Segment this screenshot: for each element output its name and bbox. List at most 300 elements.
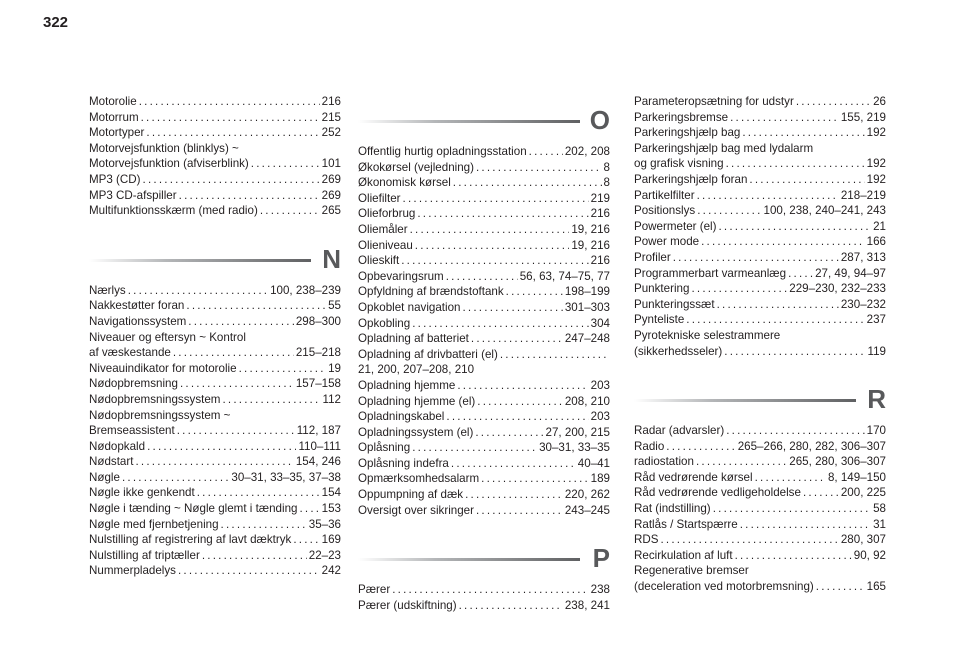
index-entry <box>89 188 341 204</box>
dot-leader <box>471 331 563 347</box>
entry-term: Opladning hjemme <box>358 378 456 392</box>
entry-pages: 192 <box>866 172 886 186</box>
dot-leader <box>740 517 871 533</box>
index-entry <box>634 219 886 235</box>
entry-term: Oplåsning indefra <box>358 456 449 470</box>
index-entry <box>358 160 610 176</box>
dot-leader <box>177 423 295 439</box>
entry-pages: 19, 216 <box>571 238 610 252</box>
dot-leader <box>476 503 563 519</box>
entry-pages: 154 <box>321 486 341 500</box>
index-entry <box>89 203 341 219</box>
index-entry <box>634 203 886 219</box>
entry-term: Råd vedrørende kørsel <box>634 470 753 484</box>
dot-leader <box>186 298 326 314</box>
entry-term: Rat (indstilling) <box>634 502 711 516</box>
dot-leader <box>128 283 268 299</box>
index-entry <box>634 548 886 564</box>
entry-pages: 237 <box>866 313 886 327</box>
dot-leader <box>726 423 864 439</box>
entry-term: (sikkerhedsseler) <box>634 344 723 358</box>
index-entry <box>634 172 886 188</box>
entry-term: Ratlås / Startspærre <box>634 517 738 531</box>
index-entry <box>358 144 610 160</box>
index-entry <box>634 281 886 297</box>
entry-pages: 280, 307 <box>840 533 886 547</box>
dot-leader <box>475 425 543 441</box>
entry-term: Råd vedrørende vedligeholdelse <box>634 486 801 500</box>
dot-leader <box>462 300 562 316</box>
entry-pages: 153 <box>321 502 341 516</box>
index-entry <box>358 253 610 269</box>
entry-term: Oppumpning af dæk <box>358 488 464 502</box>
section-header-r <box>634 373 886 413</box>
dot-leader <box>718 219 871 235</box>
entry-term: Nødopbremsning <box>89 377 178 391</box>
entry-pages: 22–23 <box>308 548 341 562</box>
entry-pages: 27, 200, 215 <box>545 425 610 439</box>
index-entry <box>89 314 341 330</box>
dot-leader <box>726 156 865 172</box>
section-header-n <box>89 233 341 273</box>
entry-term: Powermeter (el) <box>634 219 717 233</box>
index-entry <box>89 517 341 533</box>
dot-leader <box>446 409 588 425</box>
entry-term: Økokørsel (vejledning) <box>358 160 474 174</box>
index-entry <box>89 361 341 377</box>
index-entry <box>634 439 886 455</box>
entry-pages: 166 <box>866 235 886 249</box>
entry-pages: 100, 238–239 <box>270 283 341 297</box>
section-rule <box>358 558 580 561</box>
dot-leader <box>202 548 307 564</box>
index-entry <box>89 156 341 172</box>
dot-leader <box>446 269 518 285</box>
entry-term: Positionslys <box>634 204 696 218</box>
section-header-p <box>358 532 610 572</box>
entry-pages: 265–266, 280, 282, 306–307 <box>737 439 886 453</box>
section-rule <box>89 259 311 262</box>
index-entry <box>89 548 341 564</box>
entry-list-o <box>358 144 610 518</box>
dot-leader <box>457 378 588 394</box>
entry-pages: 21 <box>873 219 886 233</box>
entry-term: Nulstilling af registrering af lavt dæktryk <box>89 533 292 547</box>
index-entry <box>358 598 610 614</box>
dot-leader <box>188 314 294 330</box>
dot-leader <box>666 439 735 455</box>
index-entry <box>634 517 886 533</box>
entry-pages: 238 <box>590 583 610 597</box>
index-entry <box>358 582 610 598</box>
dot-leader <box>459 598 563 614</box>
index-entry <box>89 392 341 408</box>
index-entry <box>358 269 610 285</box>
entry-pages: 58 <box>873 502 886 516</box>
dot-leader <box>796 94 871 110</box>
dot-leader <box>410 222 570 238</box>
index-entry-line: 21, 200, 207–208, 210 <box>358 363 475 377</box>
dot-leader <box>299 501 319 517</box>
index-entry <box>634 423 886 439</box>
entry-term: Niveauindikator for motorolie <box>89 361 237 375</box>
entry-term: Opkobling <box>358 316 411 330</box>
dot-leader <box>451 456 576 472</box>
index-entry <box>634 501 886 517</box>
entry-pages: 165 <box>866 580 886 594</box>
entry-pages: 26 <box>873 95 886 108</box>
dot-leader <box>222 392 320 408</box>
section-rule <box>634 399 856 402</box>
entry-term: af væskestande <box>89 346 171 360</box>
entry-pages: 215–218 <box>295 346 341 360</box>
index-entry <box>89 345 341 361</box>
dot-leader <box>412 316 588 332</box>
entry-term: Nøgle med fjernbetjening <box>89 517 219 531</box>
index-entry <box>358 206 610 222</box>
index-entry <box>358 409 610 425</box>
entry-pages: 157–158 <box>295 377 341 391</box>
index-entry <box>358 394 610 410</box>
index-entry <box>358 378 610 394</box>
entry-term: Nøgle <box>89 470 120 484</box>
entry-pages: 203 <box>590 378 610 392</box>
entry-pages: 155, 219 <box>840 110 886 124</box>
index-entry <box>358 503 610 519</box>
entry-pages: 301–303 <box>564 300 610 314</box>
entry-pages: 8 <box>603 176 610 190</box>
dot-leader <box>417 206 588 222</box>
index-entry <box>634 470 886 486</box>
entry-list-m <box>89 94 341 219</box>
entry-pages: 30–31, 33–35, 37–38 <box>231 470 341 484</box>
section-rule <box>358 120 580 123</box>
index-entry <box>89 125 341 141</box>
index-entry <box>358 300 610 316</box>
section-letter-p: P <box>592 543 610 574</box>
index-entry-line: Regenerative bremser <box>634 564 749 578</box>
entry-term: Bremseassistent <box>89 424 175 438</box>
dot-leader <box>696 454 787 470</box>
entry-pages: 90, 92 <box>853 548 886 562</box>
dot-leader <box>146 125 319 141</box>
dot-leader <box>735 548 852 564</box>
entry-term: Opbevaringsrum <box>358 269 444 283</box>
index-entry <box>634 234 886 250</box>
index-entry <box>358 175 610 191</box>
entry-pages: 216 <box>321 95 341 108</box>
entry-term: MP3 (CD) <box>89 172 141 186</box>
section-letter-r: R <box>867 384 886 415</box>
entry-term: Multifunktionsskærm (med radio) <box>89 204 258 218</box>
entry-term: Opmærksomhedsalarm <box>358 472 480 486</box>
dot-leader <box>686 312 864 328</box>
dot-leader <box>239 361 327 377</box>
entry-term: MP3 CD-afspiller <box>89 188 177 202</box>
index-entry <box>634 250 886 266</box>
entry-pages: 202, 208 <box>564 145 610 158</box>
page-number: 322 <box>43 14 69 31</box>
dot-leader <box>415 238 570 254</box>
dot-leader <box>742 125 864 141</box>
index-entry <box>634 344 886 360</box>
entry-pages: 198–199 <box>564 285 610 299</box>
index-entry <box>634 110 886 126</box>
dot-leader <box>251 156 320 172</box>
index-entry <box>634 156 886 172</box>
dot-leader <box>691 281 787 297</box>
entry-pages: 269 <box>321 188 341 202</box>
dot-leader <box>260 203 320 219</box>
index-entry <box>634 532 886 548</box>
entry-term: Radar (advarsler) <box>634 424 725 438</box>
index-entry <box>634 188 886 204</box>
dot-leader <box>197 485 320 501</box>
entry-pages: 304 <box>590 316 610 330</box>
entry-term: Power mode <box>634 235 700 249</box>
entry-pages: 8, 149–150 <box>827 470 886 484</box>
index-entry <box>89 298 341 314</box>
entry-term: RDS <box>634 533 659 547</box>
section-letter-n: N <box>322 243 341 274</box>
entry-term: og grafisk visning <box>634 157 724 171</box>
entry-pages: 287, 313 <box>840 250 886 264</box>
dot-leader <box>713 501 871 517</box>
entry-term: Programmerbart varmeanlæg <box>634 266 787 280</box>
entry-pages: 8 <box>603 160 610 174</box>
entry-pages: 192 <box>866 157 886 171</box>
entry-pages: 298–300 <box>295 314 341 328</box>
entry-term: Opladningskabel <box>358 410 445 424</box>
index-entry <box>634 266 886 282</box>
dot-leader <box>749 172 864 188</box>
entry-term: Recirkulation af luft <box>634 548 733 562</box>
entry-pages: 189 <box>590 472 610 486</box>
entry-term: Opladning hjemme (el) <box>358 394 476 408</box>
entry-term: Nødopkald <box>89 439 146 453</box>
entry-term: Radio <box>634 439 665 453</box>
index-entry <box>89 172 341 188</box>
dot-leader <box>697 188 839 204</box>
dot-leader <box>221 517 307 533</box>
index-entry <box>89 532 341 548</box>
index-entry <box>358 347 610 363</box>
index-entry <box>89 110 341 126</box>
index-entry <box>634 579 886 595</box>
dot-leader <box>500 347 608 363</box>
index-entry <box>634 94 886 110</box>
entry-term: Olieforbrug <box>358 207 416 221</box>
entry-list-r <box>634 423 886 595</box>
index-entry <box>89 439 341 455</box>
entry-term: Parkeringshjælp foran <box>634 172 748 186</box>
entry-term: Offentlig hurtig opladningsstation <box>358 145 527 158</box>
dot-leader <box>724 344 865 360</box>
index-entry <box>358 238 610 254</box>
index-entry <box>89 283 341 299</box>
entry-pages: 40–41 <box>577 456 610 470</box>
entry-term: Motorolie <box>89 95 137 108</box>
entry-list-n <box>89 283 341 579</box>
entry-term: Parameteropsætning for udstyr <box>634 95 794 108</box>
entry-term: Motorvejsfunktion (afviserblink) <box>89 157 249 171</box>
entry-term: Oliefilter <box>358 191 401 205</box>
entry-term: Pynteliste <box>634 313 685 327</box>
index-entry <box>89 563 341 579</box>
entry-term: Motorrum <box>89 110 139 124</box>
index-entry <box>89 501 341 517</box>
index-entry <box>89 94 341 110</box>
entry-pages: 203 <box>590 410 610 424</box>
index-entry <box>358 191 610 207</box>
entry-list-p-cont <box>634 94 886 359</box>
dot-leader <box>788 266 813 282</box>
dot-leader <box>453 175 602 191</box>
dot-leader <box>178 563 320 579</box>
dot-leader <box>147 439 296 455</box>
entry-term: Opkoblet navigation <box>358 300 461 314</box>
index-entry <box>358 471 610 487</box>
entry-term: Punkteringssæt <box>634 297 715 311</box>
entry-term: Punktering <box>634 282 690 296</box>
dot-leader <box>412 440 537 456</box>
entry-pages: 243–245 <box>564 503 610 517</box>
index-entry <box>89 485 341 501</box>
entry-pages: 31 <box>873 517 886 531</box>
index-entry-line: Motorvejsfunktion (blinklys) ~ <box>89 141 239 155</box>
index-entry <box>358 425 610 441</box>
entry-term: Navigationssystem <box>89 314 187 328</box>
entry-term: Opladning af batteriet <box>358 332 469 346</box>
entry-term: Profiler <box>634 250 671 264</box>
entry-term: Økonomisk kørsel <box>358 176 451 190</box>
dot-leader <box>401 253 588 269</box>
index-entry <box>634 454 886 470</box>
entry-pages: 215 <box>321 110 341 124</box>
entry-term: Nødstart <box>89 455 134 469</box>
dot-leader <box>139 94 320 110</box>
dot-leader <box>697 203 761 219</box>
entry-term: (deceleration ved motorbremsning) <box>634 580 814 594</box>
entry-pages: 219 <box>590 191 610 205</box>
entry-term: Opfyldning af brændstoftank <box>358 285 504 299</box>
section-header-o <box>358 94 610 134</box>
entry-pages: 247–248 <box>564 332 610 346</box>
entry-term: Oplåsning <box>358 441 411 455</box>
dot-leader <box>481 471 589 487</box>
entry-pages: 27, 49, 94–97 <box>815 266 886 280</box>
index-entry <box>89 376 341 392</box>
dot-leader <box>506 284 563 300</box>
index-entry <box>89 423 341 439</box>
dot-leader <box>403 191 589 207</box>
index-entry <box>634 125 886 141</box>
dot-leader <box>673 250 839 266</box>
entry-term: Parkeringshjælp bag <box>634 126 741 140</box>
entry-pages: 242 <box>321 564 341 578</box>
entry-term: Partikelfilter <box>634 188 695 202</box>
dot-leader <box>476 160 602 176</box>
entry-pages: 56, 63, 74–75, 77 <box>519 269 610 283</box>
section-letter-o: O <box>589 105 610 135</box>
dot-leader <box>179 188 320 204</box>
entry-term: Oliemåler <box>358 222 408 236</box>
entry-term: Olieskift <box>358 254 400 268</box>
entry-pages: 269 <box>321 172 341 186</box>
entry-term: Pærer <box>358 583 391 597</box>
index-entry <box>358 440 610 456</box>
dot-leader <box>173 345 294 361</box>
entry-pages: 154, 246 <box>295 455 341 469</box>
index-entry <box>634 485 886 501</box>
index-entry <box>358 222 610 238</box>
index-entry <box>358 284 610 300</box>
entry-pages: 110–111 <box>298 439 341 453</box>
dot-leader <box>730 110 839 126</box>
dot-leader <box>135 454 293 470</box>
entry-term: Nummerpladelys <box>89 564 176 578</box>
index-entry <box>358 316 610 332</box>
index-entry <box>634 312 886 328</box>
entry-term: Nøgle ikke genkendt <box>89 486 195 500</box>
index-entry <box>358 456 610 472</box>
entry-pages: 100, 238, 240–241, 243 <box>763 204 886 218</box>
dot-leader <box>180 376 294 392</box>
entry-pages: 216 <box>590 254 610 268</box>
dot-leader <box>392 582 588 598</box>
entry-term: Nødopbremsningssystem <box>89 392 221 406</box>
entry-term: Parkeringsbremse <box>634 110 729 124</box>
entry-pages: 216 <box>590 207 610 221</box>
entry-pages: 30–31, 33–35 <box>539 441 610 455</box>
entry-term: Olieniveau <box>358 238 413 252</box>
dot-leader <box>755 470 826 486</box>
index-entry <box>634 297 886 313</box>
index-entry-line: Parkeringshjælp bag med lydalarm <box>634 141 814 155</box>
index-entry <box>358 331 610 347</box>
entry-pages: 19, 216 <box>571 222 610 236</box>
entry-pages: 238, 241 <box>564 598 610 612</box>
entry-pages: 192 <box>866 126 886 140</box>
entry-term: radiostation <box>634 455 694 469</box>
dot-leader <box>141 110 320 126</box>
dot-leader <box>717 297 839 313</box>
dot-leader <box>660 532 838 548</box>
dot-leader <box>803 485 839 501</box>
dot-leader <box>701 234 865 250</box>
entry-pages: 265 <box>321 204 341 218</box>
index-column-3 <box>634 94 886 595</box>
entry-pages: 112, 187 <box>296 424 341 438</box>
entry-term: Nærlys <box>89 283 126 297</box>
index-entry <box>358 487 610 503</box>
dot-leader <box>465 487 563 503</box>
dot-leader <box>122 470 229 486</box>
index-entry <box>89 454 341 470</box>
entry-pages: 112 <box>322 392 341 406</box>
entry-pages: 230–232 <box>840 297 886 311</box>
entry-pages: 19 <box>328 361 341 375</box>
entry-term: Nulstilling af triptæller <box>89 548 200 562</box>
index-entry-line: Pyrotekniske selestrammere <box>634 328 781 342</box>
dot-leader <box>293 532 319 548</box>
dot-leader <box>477 394 563 410</box>
entry-term: Opladningssystem (el) <box>358 425 474 439</box>
entry-term: Nakkestøtter foran <box>89 299 185 313</box>
entry-pages: 119 <box>867 344 886 358</box>
index-column-2 <box>358 94 610 613</box>
dot-leader <box>143 172 320 188</box>
